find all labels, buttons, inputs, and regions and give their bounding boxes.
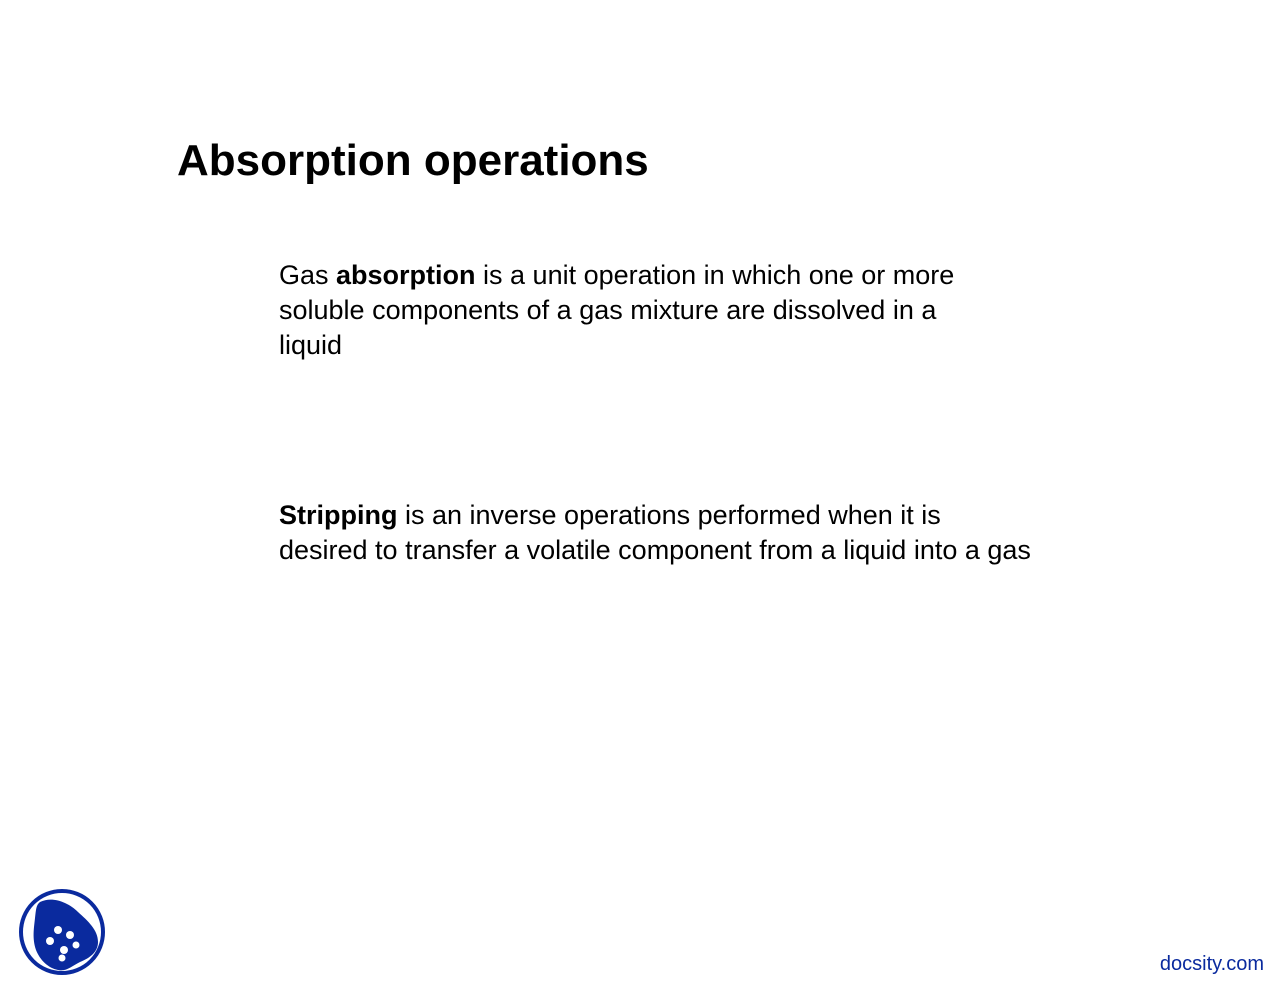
slide-title: Absorption operations: [177, 136, 649, 185]
term-stripping: Stripping: [279, 500, 398, 530]
para1-line3: liquid: [279, 330, 343, 360]
docsity-brand-link[interactable]: docsity.com: [1159, 953, 1264, 975]
docsity-logo-icon: [18, 888, 106, 976]
term-absorption: absorption: [336, 260, 476, 290]
para2-line2: desired to transfer a volatile component from a liquid into a gas: [279, 535, 1031, 565]
para2-line1-rest: is an inverse operations performed when it is: [397, 500, 941, 530]
absorption-definition: [279, 258, 1039, 363]
para1-line1-rest: is a unit operation in which one or more: [475, 260, 955, 290]
stripping-definition: [279, 498, 1139, 568]
para1-prefix: Gas: [279, 260, 337, 290]
para1-line2: soluble components of a gas mixture are dissolved in a: [279, 295, 937, 325]
